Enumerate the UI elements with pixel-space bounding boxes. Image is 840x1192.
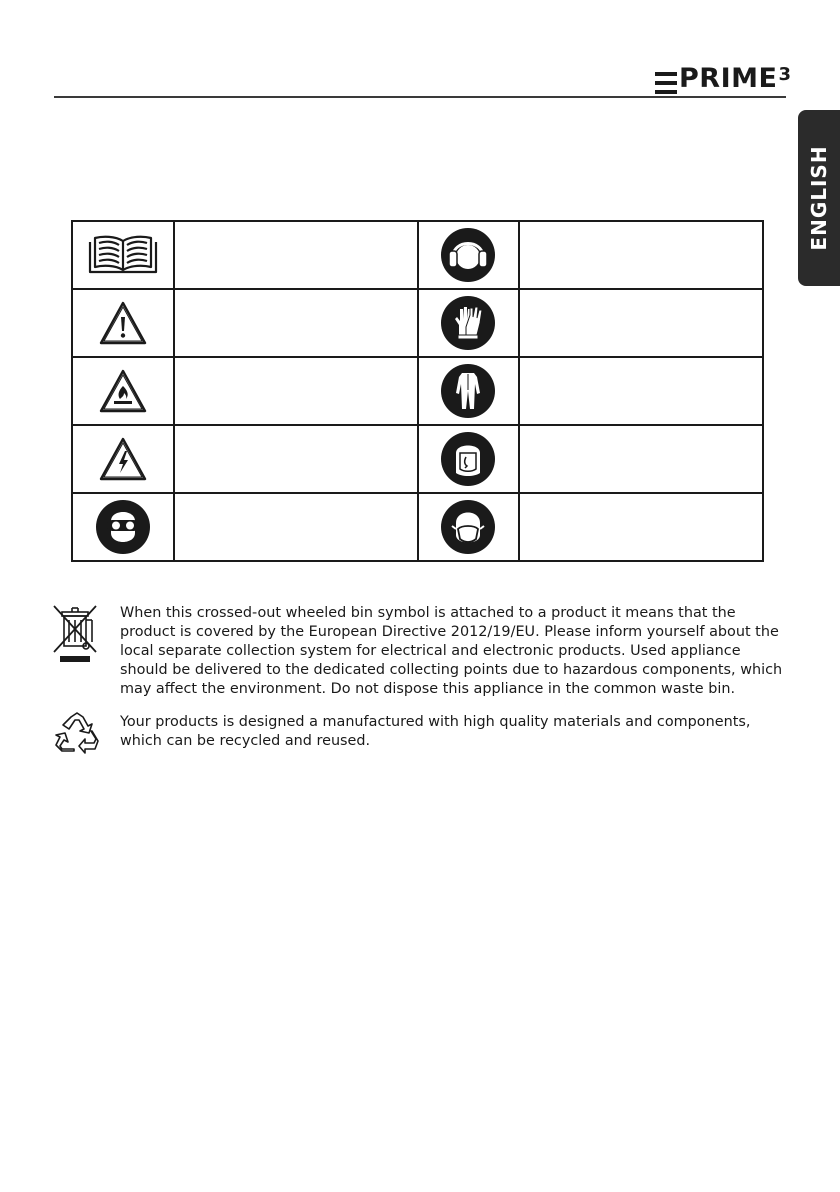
symbol-cell [72, 425, 174, 493]
symbol-description-cell [174, 289, 418, 357]
symbol-cell [72, 289, 174, 357]
brand-logo [655, 62, 791, 96]
language-tab [798, 110, 840, 286]
symbol-cell [418, 493, 519, 561]
general-warning-icon [98, 300, 148, 346]
symbol-description-cell [519, 493, 763, 561]
symbol-description-cell [519, 221, 763, 289]
brand-name: PRIME [679, 63, 778, 94]
symbol-cell [418, 425, 519, 493]
safety-goggles-icon [95, 499, 151, 555]
ear-protection-icon [440, 227, 496, 283]
face-shield-icon [440, 431, 496, 487]
symbol-cell [418, 357, 519, 425]
crossed-out-bin-icon [50, 604, 100, 664]
table-row [72, 493, 763, 561]
symbol-description-cell [174, 357, 418, 425]
logo-bars-icon [655, 72, 677, 94]
symbol-description-cell [174, 221, 418, 289]
symbol-description-cell [174, 425, 418, 493]
brand-superscript: 3 [778, 64, 791, 85]
table-row [72, 221, 763, 289]
symbol-cell [72, 221, 174, 289]
symbol-cell [418, 221, 519, 289]
symbol-cell [72, 357, 174, 425]
electric-shock-warning-icon [98, 436, 148, 482]
symbol-description-cell [519, 425, 763, 493]
dust-mask-icon [440, 499, 496, 555]
table-row [72, 425, 763, 493]
weee-notice-text: When this crossed-out wheeled bin symbol is attached to a product it means that the product is covered by the European Directive 2012/19/EU. Please inform yourself about the local separate collection system for electrical and electronic products. Used appliance should be delivered to the dedicated collecting points due to hazardous components, which may affect the environment. Do not dispose this appliance in the common waste bin. [120, 605, 783, 697]
table-row [72, 289, 763, 357]
language-tab-label: ENGLISH [807, 145, 831, 251]
symbol-cell [72, 493, 174, 561]
recycling-icon [50, 711, 104, 757]
symbol-description-cell [519, 357, 763, 425]
read-manual-icon [84, 233, 162, 277]
table-row [72, 357, 763, 425]
protective-clothing-icon [440, 363, 496, 419]
protective-gloves-icon [440, 295, 496, 351]
safety-symbols-table [71, 220, 764, 562]
symbol-cell [418, 289, 519, 357]
header-divider [54, 96, 786, 98]
symbol-description-cell [519, 289, 763, 357]
flammable-warning-icon [98, 368, 148, 414]
symbol-description-cell [174, 493, 418, 561]
recycling-notice-text: Your products is designed a manufactured with high quality materials and components, which can be recycled and reused. [120, 714, 751, 749]
